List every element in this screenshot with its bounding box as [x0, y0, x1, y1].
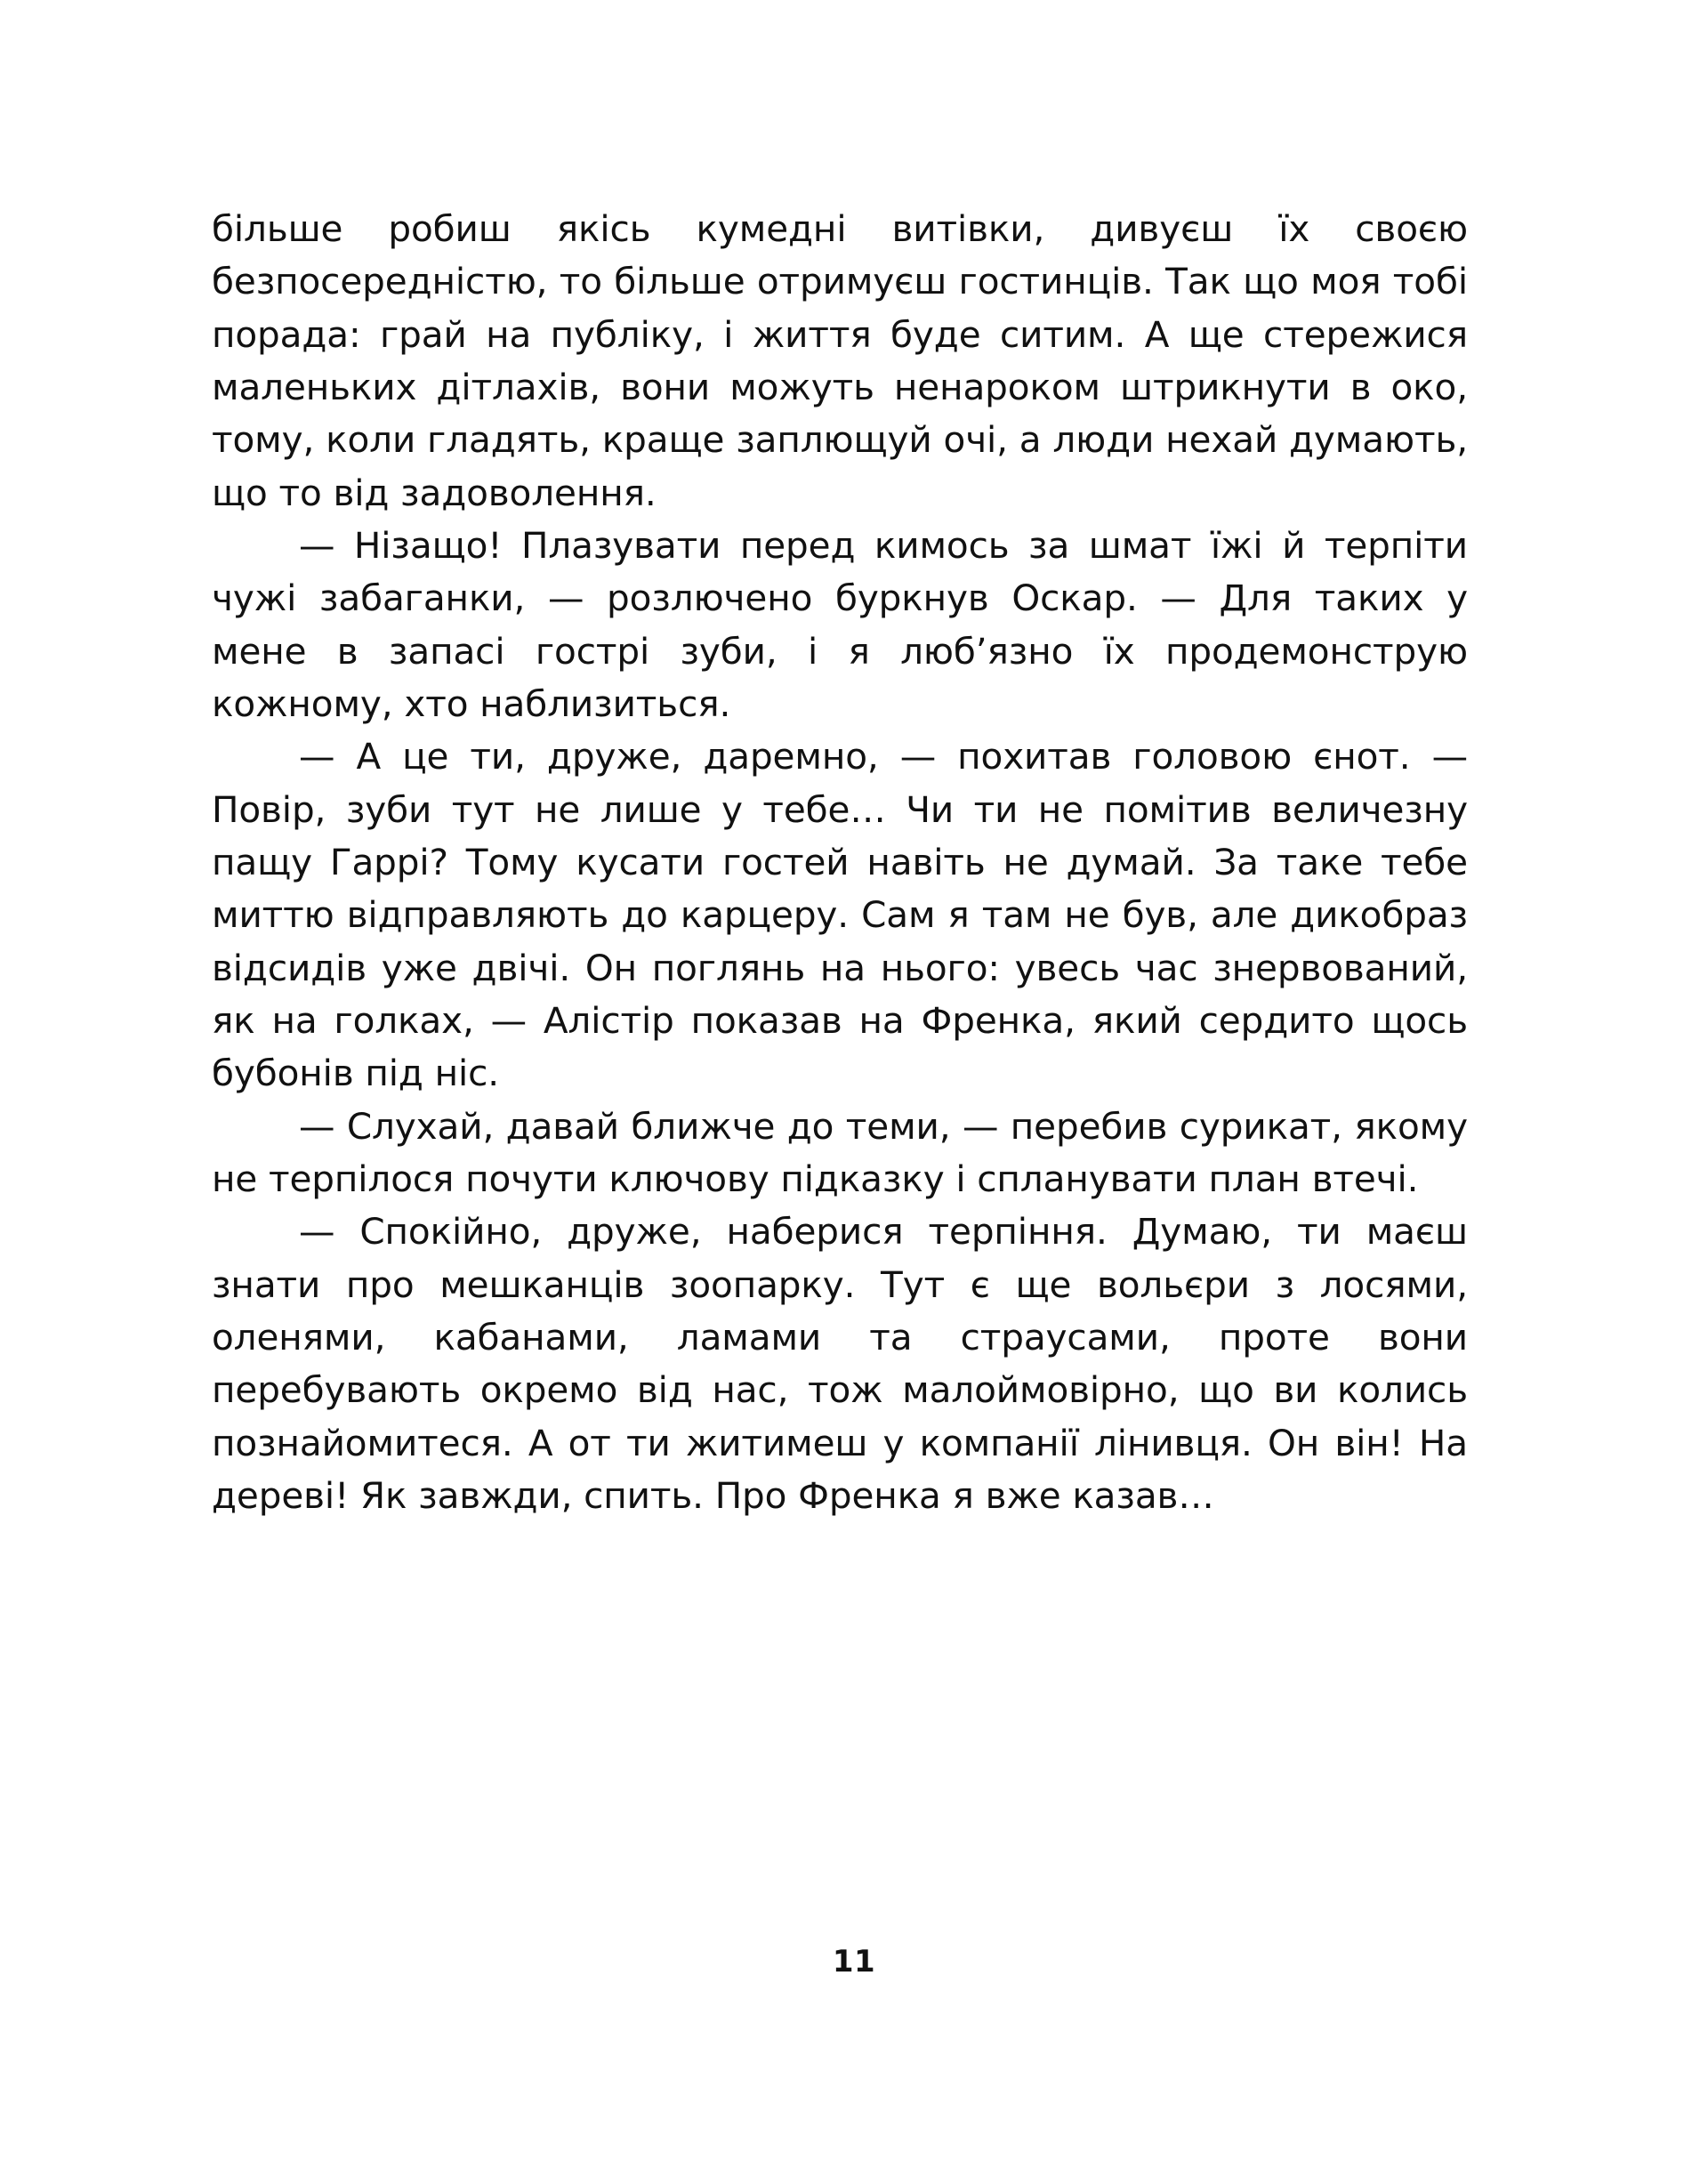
paragraph: — Нізащо! Плазувати перед кимось за шмат їжі й терпіти чужі забаганки, — розлючено буркнув Оскар. — Для таких у мене в запасі гострі зуби, і я люб’язно їх продемонструю кожному, хто наблизиться.: [212, 523, 1468, 725]
paragraph: — Спокійно, друже, наберися терпіння. Думаю, ти маєш знати про мешканців зоопарку. Тут є ще вольєри з лосями, оленями, кабанами, ламами та страусами, проте вони перебувають окремо від нас, тож малоймовірно, що ви колись познайомитеся. А от ти житимеш у компанії лінивця. Он він! На дереві! Як завжди, спить. Про Френка я вже казав…: [212, 1210, 1468, 1517]
page-number: 11: [832, 1944, 876, 1980]
page-body: [212, 203, 1468, 1522]
paragraph: — А це ти, друже, даремно, — похитав головою єнот. — Повір, зуби тут не лише у тебе… Чи ти не помітив величезну пащу Гаррі? Тому кусати гостей навіть не думай. За таке тебе миттю відправляють до карцеру. Сам я там не був, але дикобраз відсидів уже двічі. Он поглянь на нього: увесь час знервований, як на голках, — Алістір показав на Френка, який сердито щось бубонів під ніс.: [212, 735, 1468, 1095]
paragraph: — Слухай, давай ближче до теми, — перебив сурикат, якому не терпілося почути ключову підказку і спланувати план втечі.: [212, 1104, 1468, 1200]
paragraph-continuation: більше робиш якісь кумедні витівки, дивуєш їх своєю безпосередністю, то більше отримуєш гостинців. Так що моя тобі порада: грай на публіку, і життя буде ситим. А ще стережися маленьких дітлахів, вони можуть ненароком штрикнути в око, тому, коли гладять, краще заплющуй очі, а люди нехай думають, що то від задоволення.: [212, 207, 1468, 514]
